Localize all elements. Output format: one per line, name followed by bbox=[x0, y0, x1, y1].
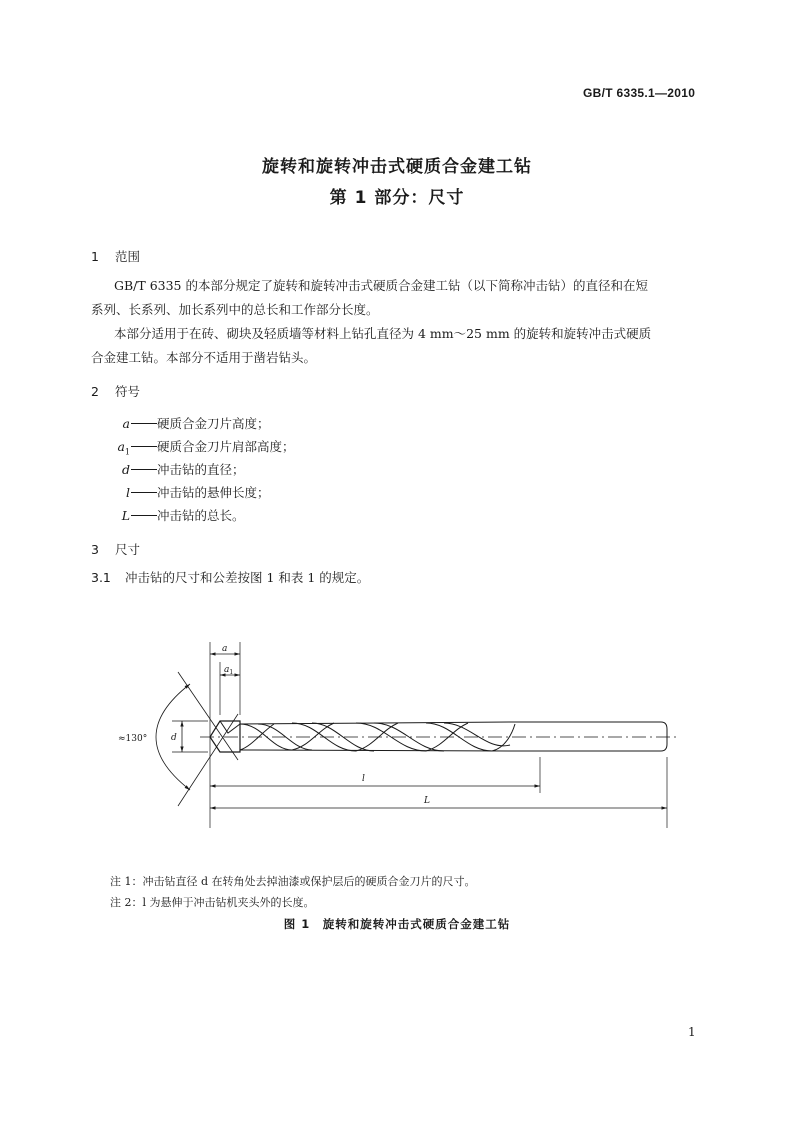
section-number: 3 bbox=[91, 542, 99, 557]
symbol-variable: l bbox=[126, 485, 130, 500]
section-number: 1 bbox=[91, 249, 99, 264]
section-number: 2 bbox=[91, 384, 99, 399]
symbol-description: 冲击钻的直径； bbox=[157, 462, 245, 477]
drill-shank bbox=[515, 722, 667, 751]
section-title: 尺寸 bbox=[115, 542, 141, 557]
symbol-variable: d bbox=[121, 462, 130, 477]
document-title: 旋转和旋转冲击式硬质合金建工钻 bbox=[262, 157, 532, 177]
symbol-description: 硬质合金刀片肩部高度； bbox=[157, 439, 295, 454]
symbol-description: 硬质合金刀片高度； bbox=[157, 416, 270, 431]
figure-note-1: 注 1：冲击钻直径 d 在转角处去掉油漆或保护层后的硬质合金刀片的尺寸。 bbox=[110, 875, 476, 888]
label-l: l bbox=[362, 774, 365, 784]
section-title: 范围 bbox=[115, 249, 141, 264]
symbol-description: 冲击钻的悬伸长度； bbox=[157, 485, 270, 500]
symbol-variable: L bbox=[121, 508, 130, 523]
document-subtitle: 第 1 部分：尺寸 bbox=[329, 188, 465, 208]
section-title: 符号 bbox=[115, 384, 141, 399]
subsection-number: 3.1 bbox=[91, 570, 111, 585]
angle-line bbox=[178, 672, 238, 760]
standard-number: GB/T 6335.1—2010 bbox=[583, 86, 696, 100]
label-L: L bbox=[424, 796, 430, 806]
label-a: a bbox=[222, 644, 228, 654]
symbol-variable: a bbox=[122, 416, 130, 431]
scope-paragraph-2-cont: 合金建工钻。本部分不适用于凿岩钻头。 bbox=[91, 350, 317, 365]
drill-body-bottom bbox=[240, 750, 515, 751]
label-d: d bbox=[171, 733, 177, 743]
symbol-description: 冲击钻的总长。 bbox=[157, 508, 245, 523]
scope-paragraph-1: GB/T 6335 的本部分规定了旋转和旋转冲击式硬质合金建工钻（以下简称冲击钻）的直径和在短 bbox=[114, 278, 648, 293]
figure-caption: 图 1 旋转和旋转冲击式硬质合金建工钻 bbox=[283, 917, 511, 931]
scope-paragraph-1-cont: 系列、长系列、加长系列中的总长和工作部分长度。 bbox=[91, 302, 379, 317]
page-number: 1 bbox=[688, 1025, 696, 1039]
label-angle: ≈130° bbox=[118, 734, 148, 744]
figure-note-2: 注 2：l 为悬伸于冲击钻机夹头外的长度。 bbox=[110, 896, 315, 909]
angle-line bbox=[178, 714, 238, 806]
subsection-text: 冲击钻的尺寸和公差按图 1 和表 1 的规定。 bbox=[125, 570, 370, 585]
label-a1: $a_1$ bbox=[224, 665, 234, 676]
symbol-variable: $a_1$ bbox=[117, 439, 130, 457]
scope-paragraph-2: 本部分适用于在砖、砌块及轻质墙等材料上钻孔直径为 4 mm～25 mm 的旋转和旋转冲击式硬质 bbox=[114, 326, 652, 341]
